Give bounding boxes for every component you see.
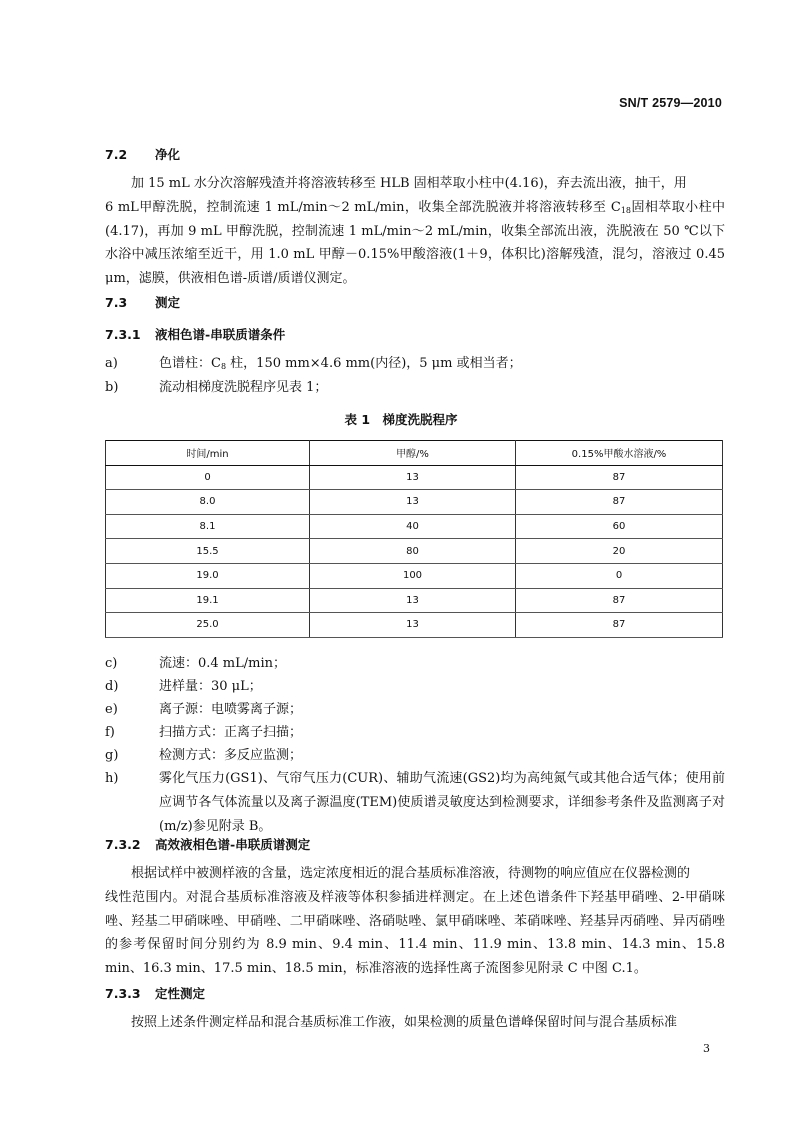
list-item-text: 离子源：电喷雾离子源； [159,702,303,717]
list-item-f [105,721,725,744]
gradient-table [105,440,723,638]
table-cell: 60 [516,514,723,539]
column-header: 甲醇/% [310,441,516,466]
table-row [106,490,723,515]
table-cell: 100 [310,563,516,588]
table-cell: 87 [516,465,723,490]
table-cell: 15.5 [106,539,310,564]
list-item-c [105,652,725,675]
column-header: 0.15%甲酸水溶液/% [516,441,723,466]
section-number: 7.3.2 [105,837,141,852]
section-7-3-3-paragraph [105,1011,725,1035]
list-item-text: 检测方式：多反应监测； [159,748,303,763]
table-cell: 25.0 [106,613,310,638]
table-cell: 13 [310,613,516,638]
list-item-text: 进样量：30 μL； [159,679,262,694]
table-cell: 87 [516,613,723,638]
paragraph-text: 6 mL甲醇洗脱，控制流速 1 mL/min～2 mL/min，收集全部洗脱液并将溶液转移至 C [105,199,621,215]
table-cell: 13 [310,465,516,490]
section-title: 高效液相色谱-串联质谱测定 [155,837,311,852]
list-item-text: 扫描方式：正离子扫描； [159,725,303,740]
page-number: 3 [703,1042,710,1055]
table-title: 表 1 梯度洗脱程序 [344,412,458,427]
list-item-text-part: 色谱柱：C [159,356,221,371]
section-number: 7.2 [105,147,128,162]
list-item-h [105,767,725,839]
section-7-2-heading [105,145,180,163]
table-row [106,514,723,539]
list-item-text: 雾化气压力(GS1)、气帘气压力(CUR)、辅助气流速(GS2)均为高纯氮气或其他合适气体；使用前应调节各气体流量以及离子源温度(TEM)使质谱灵敏度达到检测要求，详细参考条件及监测离子对(m/z)参见附录 B。 [159,771,725,834]
list-item-d [105,675,725,698]
section-7-3-1-heading [105,325,285,343]
table-row [106,613,723,638]
table-row [106,539,723,564]
paragraph-text: 固相萃取小柱中(4.17)，再加 9 mL 甲醇洗脱，控制流速 1 mL/min～2 mL/min，收集全部流出液，洗脱液在 50 ℃以下水浴中减压浓缩至近干，用 1.0 mL 甲醇－0.15%甲酸溶液(1＋9，体积比)溶解残渣，混匀，溶液过 0.45 μm，滤膜，供液相色谱-质谱/质谱仪测定。 [105,199,725,287]
table-cell: 19.1 [106,588,310,613]
list-item-b [105,376,725,399]
section-7-3-2-heading [105,835,310,853]
list-item-label: c) [105,656,118,671]
section-title: 定性测定 [155,986,206,1001]
table-cell: 87 [516,490,723,515]
section-7-2-paragraph [105,172,725,291]
table-cell: 80 [310,539,516,564]
list-item-a [105,352,725,375]
subscript: 8 [220,362,227,371]
table-cell: 13 [310,490,516,515]
list-item-label: d) [105,679,119,694]
section-7-3-3-heading [105,984,205,1002]
list-item-text: 流速：0.4 mL/min； [159,656,287,671]
list-item-g [105,744,725,767]
table-cell: 0 [516,563,723,588]
list-item-label: b) [105,380,119,395]
section-title: 测定 [155,295,181,310]
list-item-e [105,698,725,721]
document-code: SN/T 2579—2010 [619,96,722,110]
table-cell: 13 [310,588,516,613]
column-header: 时间/min [106,441,310,466]
table-cell: 8.1 [106,514,310,539]
table-cell: 20 [516,539,723,564]
table-cell: 40 [310,514,516,539]
section-title: 液相色谱-串联质谱条件 [155,327,286,342]
section-number: 7.3.1 [105,327,141,342]
paragraph-text: 线性范围内。对混合基质标准溶液及样液等体积参插进样测定。在上述色谱条件下羟基甲硝唑、2-甲硝咪唑、羟基二甲硝咪唑、甲硝唑、二甲硝咪唑、洛硝哒唑、氯甲硝咪唑、苯硝咪唑、羟基异丙硝唑、异丙硝唑的参考保留时间分别约为 8.9 min、9.4 min、11.4 min、11.9 min、13.8 min、14.3 min、15.8 min、16.3 min、17.5 min、18.5 min，标准溶液的选择性离子流图参见附录 C 中图 C.1。 [105,889,725,977]
section-number: 7.3.3 [105,986,141,1001]
table-row [106,563,723,588]
table-row [106,465,723,490]
list-item-text-part: 柱，150 mm×4.6 mm(内径)，5 μm 或相当者； [226,356,522,371]
list-item-label: h) [105,771,119,786]
section-7-3-2-paragraph [105,862,725,981]
list-item-label: e) [105,702,118,717]
list-item-label: g) [105,748,119,763]
section-7-3-heading [105,293,180,311]
paragraph-first-line: 按照上述条件测定样品和混合基质标准工作液，如果检测的质量色谱峰保留时间与混合基质标准 [131,1015,678,1030]
list-item-label: f) [105,725,115,740]
list-item-text: 流动相梯度洗脱程序见表 1； [159,380,328,395]
table-row [106,588,723,613]
subscript: 18 [620,205,632,215]
table-cell: 0 [106,465,310,490]
list-item-label: a) [105,356,118,371]
section-title: 净化 [155,147,181,162]
table-cell: 87 [516,588,723,613]
paragraph-first-line: 根据试样中被测样液的含量，选定浓度相近的混合基质标准溶液，待测物的响应值应在仪器检测的 [131,866,691,881]
table-cell: 8.0 [106,490,310,515]
list-item-text [159,352,725,375]
table-cell: 19.0 [106,563,310,588]
table-header-row [106,441,723,466]
section-number: 7.3 [105,295,128,310]
paragraph-first-line: 加 15 mL 水分次溶解残渣并将溶液转移至 HLB 固相萃取小柱中(4.16)，弃去流出液，抽干，用 [131,176,687,191]
